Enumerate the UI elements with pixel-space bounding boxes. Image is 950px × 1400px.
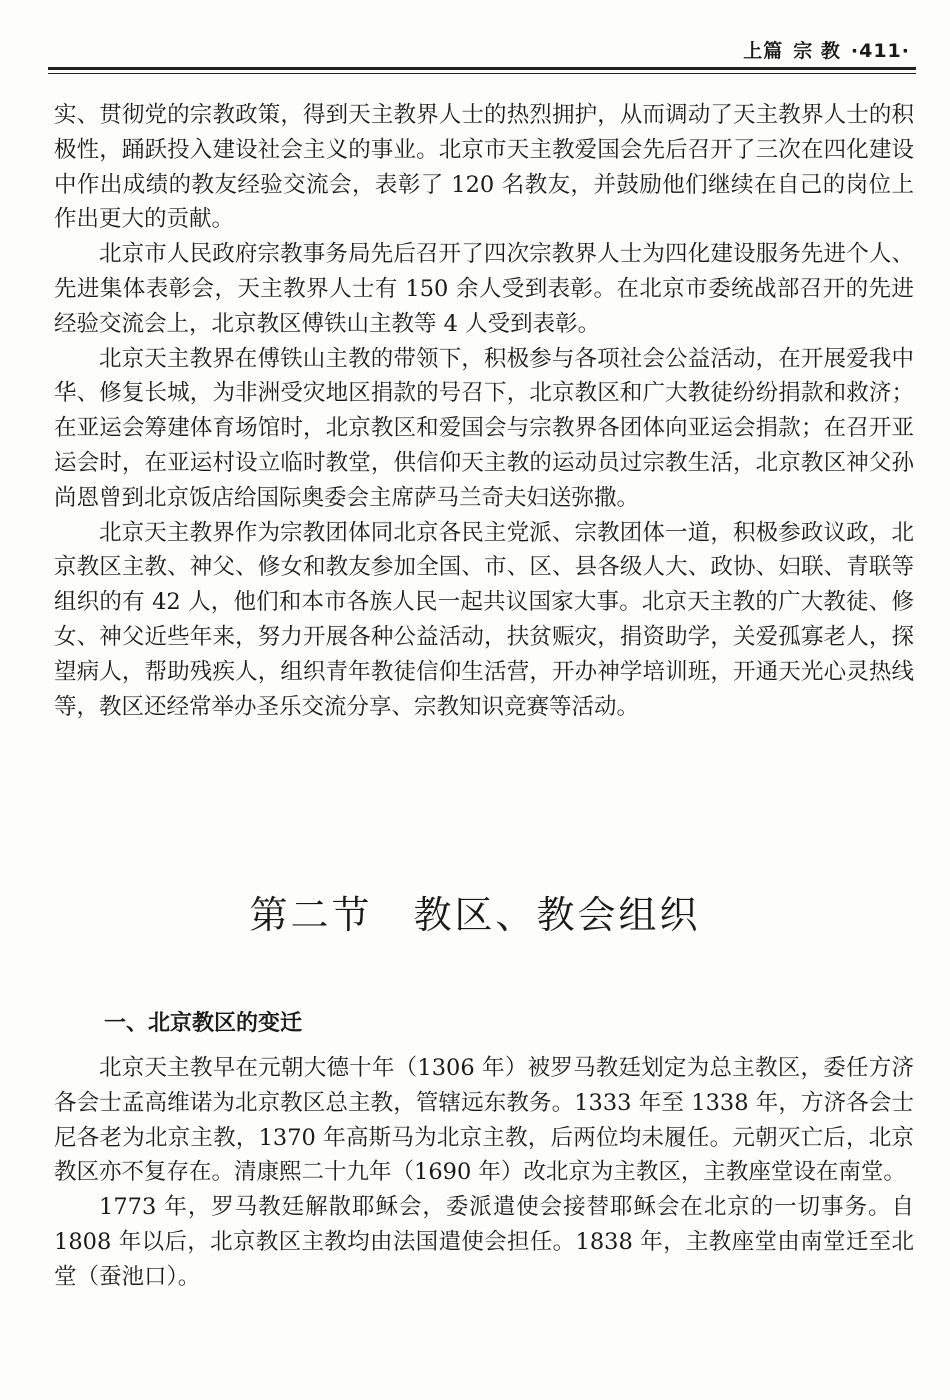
header-text [733,36,910,63]
running-header [48,34,916,66]
paragraph: 北京天主教界作为宗教团体同北京各民主党派、宗教团体一道，积极参政议政，北京教区主教、神父、修女和教友参加全国、市、区、县各级人大、政协、妇联、青联等组织的有 42 人，他们和本市各族人民一起共议国家大事。北京天主教的广大教徒、修女、神父近些年来，努力开展各种公益活动，扶贫赈灾，捐资助学，关爱孤寡老人，探望病人，帮助残疾人，组织青年教徒信仰生活营，开办神学培训班，开通天光心灵热线等，教区还经常举办圣乐交流分享、宗教知识竞赛等活动。 [54,519,914,720]
header-rule-thick [48,67,916,70]
paragraph: 北京天主教界在傅铁山主教的带领下，积极参与各项社会公益活动，在开展爱我中华、修复长城，为非洲受灾地区捐款的号召下，北京教区和广大教徒纷纷捐款和救济；在亚运会筹建体育场馆时，北京教区和爱国会与宗教界各团体向亚运会捐款；在召开亚运会时，在亚运村设立临时教堂，供信仰天主教的运动员过宗教生活，北京教区神父孙尚恩曾到北京饭店给国际奥委会主席萨马兰奇夫妇送弥撒。 [54,345,914,511]
header-chapter: 宗 教 [793,40,841,62]
subsection-heading: 一、北京教区的变迁 [104,1011,303,1036]
body-text [54,98,914,724]
paragraph: 1773 年，罗马教廷解散耶稣会，委派遣使会接替耶稣会在北京的一切事务。自 1808 年以后，北京教区主教均由法国遣使会担任。1838 年，主教座堂由南堂迁至北堂（蚕池口）。 [54,1194,914,1290]
paragraph: 北京市人民政府宗教事务局先后召开了四次宗教界人士为四化建设服务先进个人、先进集体表彰会，天主教界人士有 150 余人受到表彰。在北京市委统战部召开的先进经验交流会上，北京教区傅铁山主教等 4 人受到表彰。 [54,241,914,337]
section-body-text [54,1051,914,1295]
page-number: ·411· [850,40,910,62]
header-rule-thin [48,73,916,74]
section-title: 第二节 教区、教会组织 [249,893,701,937]
paragraph: 北京天主教早在元朝大德十年（1306 年）被罗马教廷划定为总主教区，委任方济各会士孟高维诺为北京教区总主教，管辖远东教务。1333 年至 1338 年，方济各会士尼各老为北京主教，1370 年高斯马为北京主教，后两位均未履任。元朝灭亡后，北京教区亦不复存在。清康熙二十九年（1690 年）改北京为主教区，主教座堂设在南堂。 [54,1055,914,1186]
header-part: 上篇 [743,40,784,62]
paragraph: 实、贯彻党的宗教政策，得到天主教界人士的热烈拥护，从而调动了天主教界人士的积极性，踊跃投入建设社会主义的事业。北京市天主教爱国会先后召开了三次在四化建设中作出成绩的教友经验交流会，表彰了 120 名教友，并鼓励他们继续在自己的岗位上作出更大的贡献。 [54,102,914,233]
